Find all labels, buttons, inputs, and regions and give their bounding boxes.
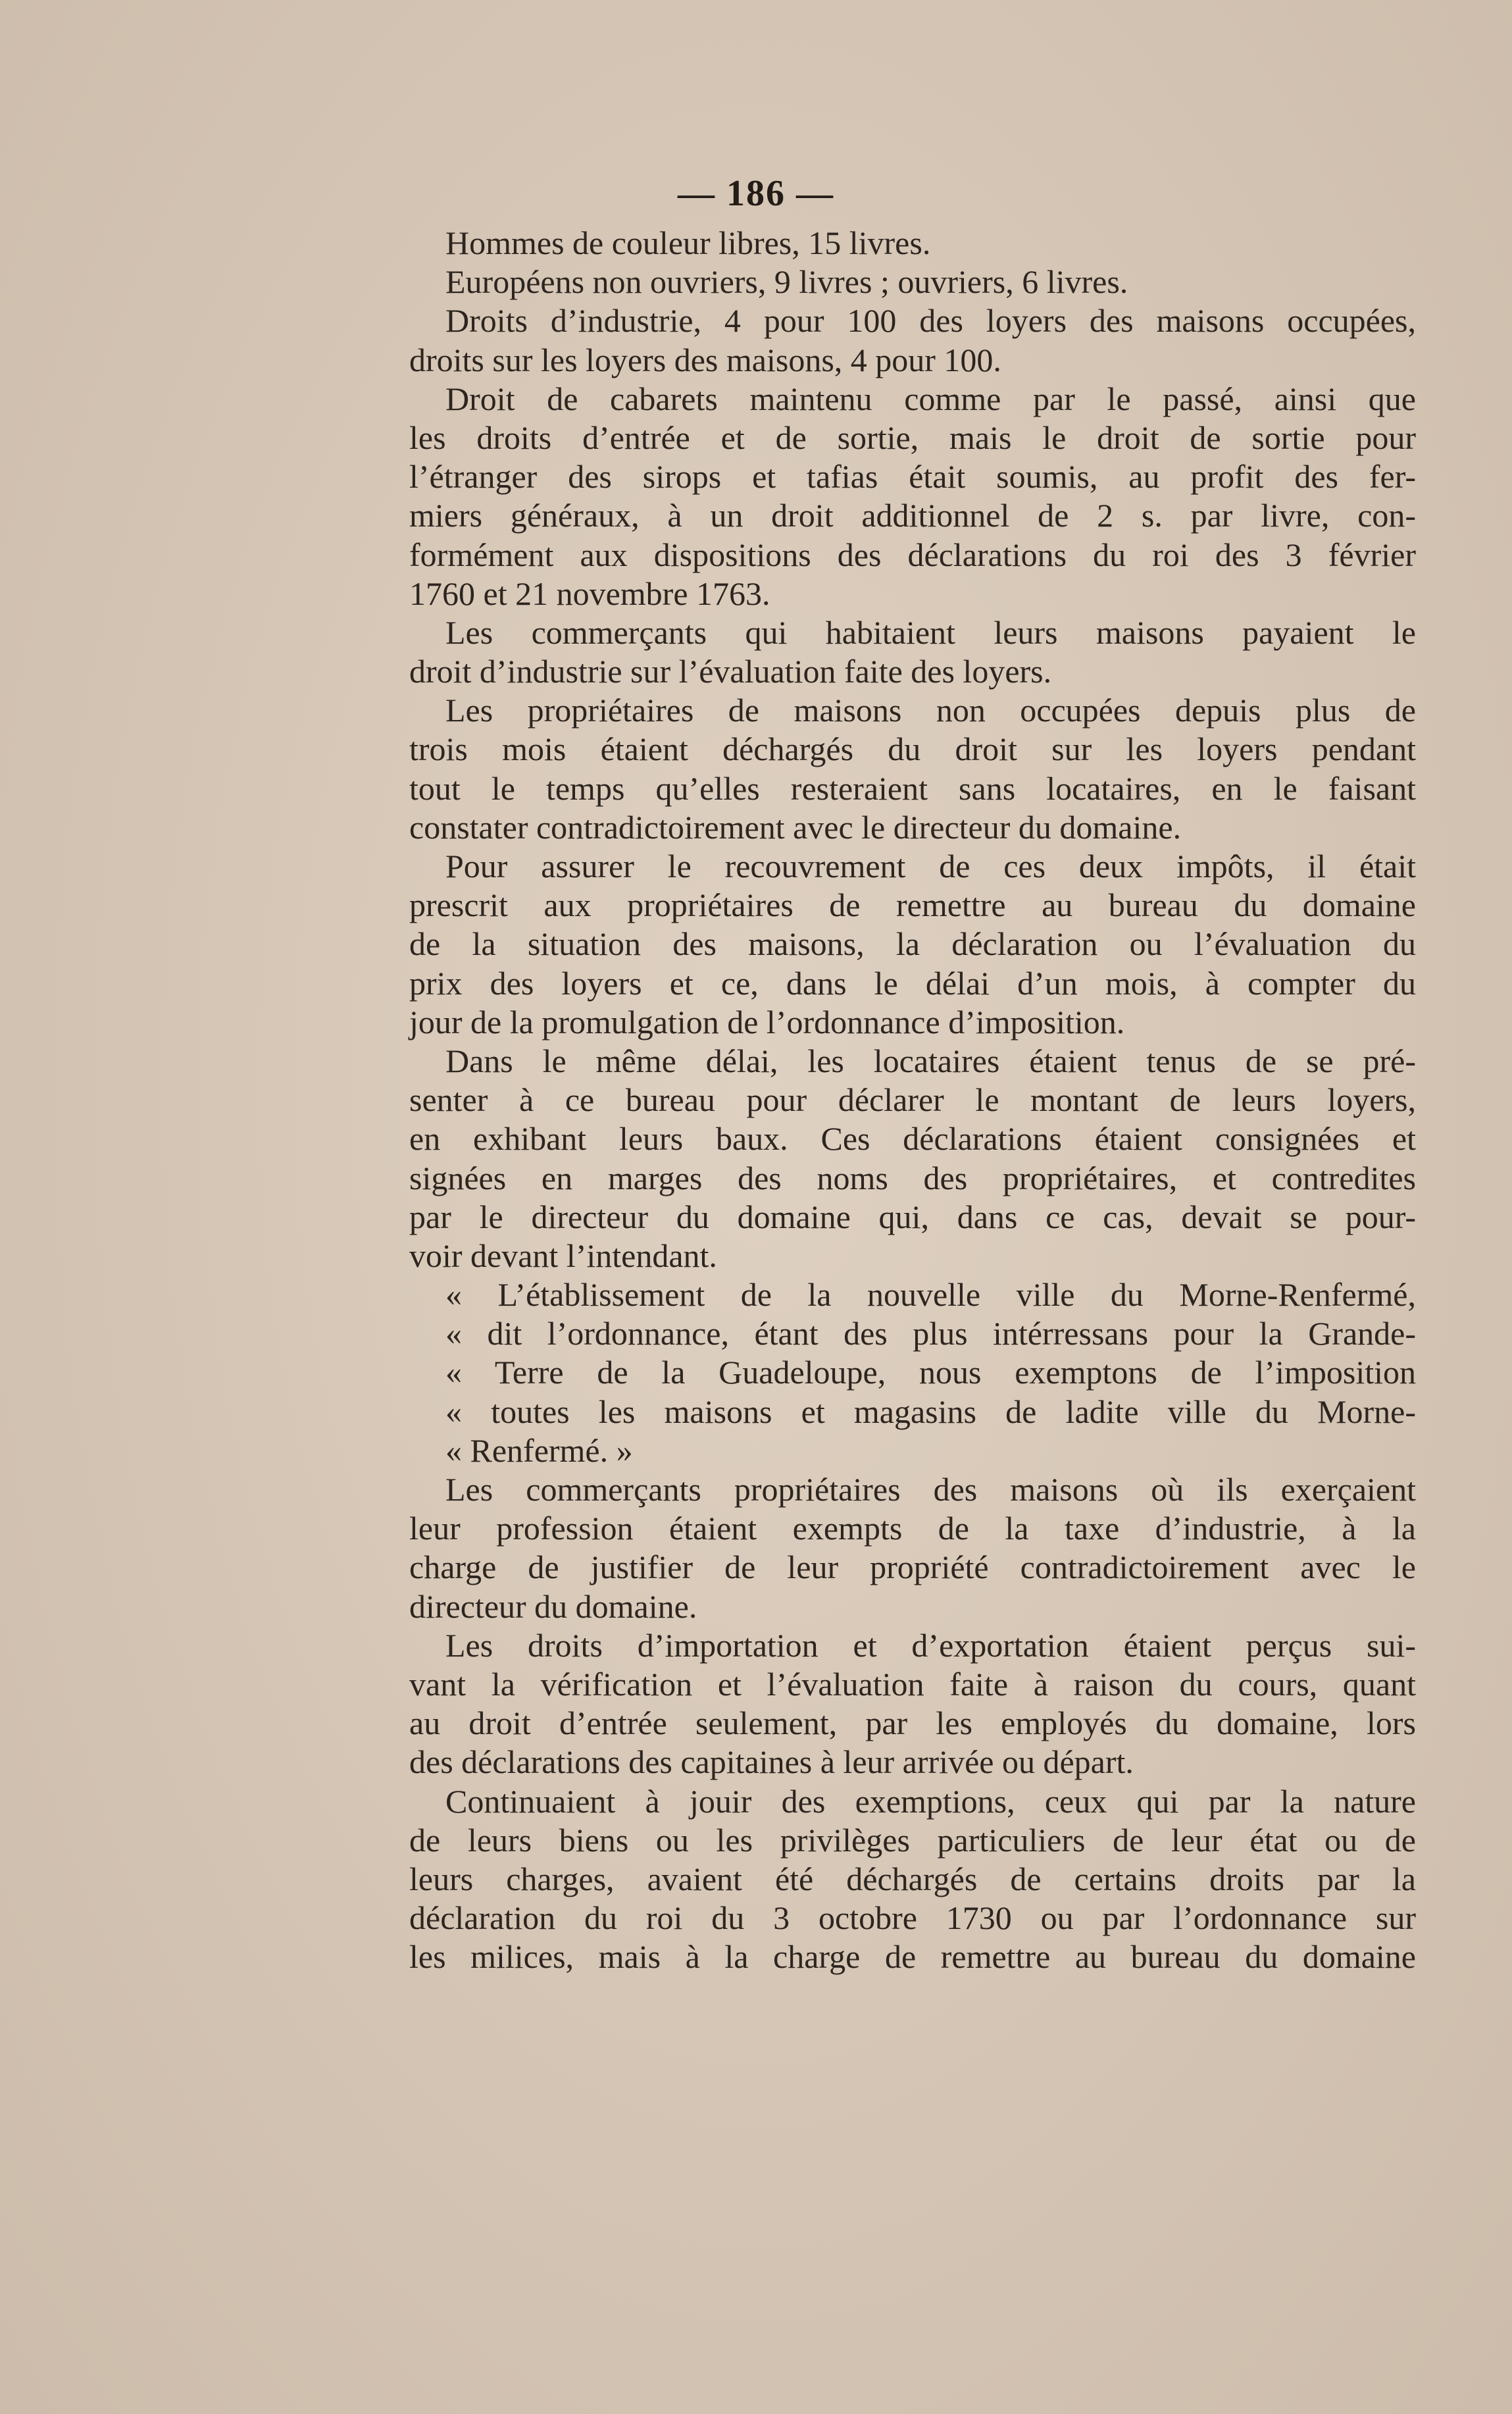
text-line: Droit de cabarets maintenu comme par le passé, ainsi que (445, 380, 1416, 417)
text-line: tout le temps qu’elles resteraient sans locataires, en le faisant (409, 769, 1416, 807)
text-line: « dit l’ordonnance, étant des plus intérressans pour la Grande- (445, 1315, 1416, 1352)
text-line: Les propriétaires de maisons non occupées depuis plus de (445, 692, 1416, 729)
text-line: Les commerçants qui habitaient leurs maisons payaient le (445, 613, 1416, 651)
text-line: droit d’industrie sur l’évaluation faite des loyers. (409, 653, 1052, 690)
text-line: Les commerçants propriétaires des maisons où ils exerçaient (445, 1471, 1416, 1508)
text-line: droits sur les loyers des maisons, 4 pour 100. (409, 341, 1001, 378)
text-line: « L’établissement de la nouvelle ville du Morne-Renfermé, (445, 1276, 1416, 1314)
text-line: directeur du domaine. (409, 1587, 697, 1625)
text-line: prescrit aux propriétaires de remettre au bureau du domaine (409, 886, 1416, 924)
text-line: de leurs biens ou les privilèges particuliers de leur état ou de (409, 1821, 1416, 1859)
text-line: Continuaient à jouir des exemptions, ceux qui par la nature (445, 1782, 1416, 1820)
text-line: Pour assurer le recouvrement de ces deux impôts, il était (445, 848, 1416, 885)
text-line: les droits d’entrée et de sortie, mais le droit de sortie pour (409, 419, 1416, 456)
text-line: par le directeur du domaine qui, dans ce cas, devait se pour- (409, 1198, 1416, 1235)
text-line: senter à ce bureau pour déclarer le montant de leurs loyers, (409, 1081, 1416, 1119)
text-line: Droits d’industrie, 4 pour 100 des loyers des maisons occupées, (445, 302, 1416, 340)
text-line: Européens non ouvriers, 9 livres ; ouvriers, 6 livres. (445, 263, 1128, 301)
page-number-header: — 186 — (678, 173, 834, 214)
text-line: en exhibant leurs baux. Ces déclarations étaient consignées et (409, 1120, 1416, 1158)
text-line: formément aux dispositions des déclarations du roi des 3 février (409, 536, 1416, 573)
text-line: de la situation des maisons, la déclaration ou l’évaluation du (409, 925, 1416, 963)
text-line: au droit d’entrée seulement, par les employés du domaine, lors (409, 1705, 1416, 1742)
text-line: charge de justifier de leur propriété contradictoirement avec le (409, 1549, 1416, 1586)
text-line: Dans le même délai, les locataires étaient tenus de se pré- (445, 1042, 1416, 1079)
text-line: voir devant l’intendant. (409, 1237, 717, 1274)
text-line: des déclarations des capitaines à leur arrivée ou départ. (409, 1743, 1134, 1781)
text-line: leur profession étaient exempts de la taxe d’industrie, à la (409, 1510, 1416, 1547)
text-line: Hommes de couleur libres, 15 livres. (445, 224, 931, 261)
text-line: jour de la promulgation de l’ordonnance d’imposition. (409, 1003, 1125, 1040)
text-line: l’étranger des sirops et tafias était soumis, au profit des fer- (409, 458, 1416, 496)
text-line: « Terre de la Guadeloupe, nous exemptons de l’imposition (445, 1354, 1416, 1391)
text-line: trois mois étaient déchargés du droit sur les loyers pendant (409, 731, 1416, 768)
text-line: vant la vérification et l’évaluation faite à raison du cours, quant (409, 1665, 1416, 1703)
text-line: « Renfermé. » (445, 1431, 633, 1469)
text-line: miers généraux, à un droit additionnel de 2 s. par livre, con- (409, 497, 1416, 534)
text-line: signées en marges des noms des propriétaires, et contredites (409, 1159, 1416, 1196)
text-line: 1760 et 21 novembre 1763. (409, 575, 770, 612)
text-line: Les droits d’importation et d’exportation étaient perçus sui- (445, 1626, 1416, 1664)
text-line: constater contradictoirement avec le directeur du domaine. (409, 808, 1182, 846)
body-text (409, 224, 1416, 1976)
text-line: leurs charges, avaient été déchargés de certains droits par la (409, 1860, 1416, 1897)
text-line: prix des loyers et ce, dans le délai d’un mois, à compter du (409, 964, 1416, 1002)
text-line: « toutes les maisons et magasins de ladite ville du Morne- (445, 1393, 1416, 1430)
text-line: déclaration du roi du 3 octobre 1730 ou par l’ordonnance sur (409, 1899, 1416, 1937)
text-line: les milices, mais à la charge de remettre au bureau du domaine (409, 1938, 1416, 1976)
